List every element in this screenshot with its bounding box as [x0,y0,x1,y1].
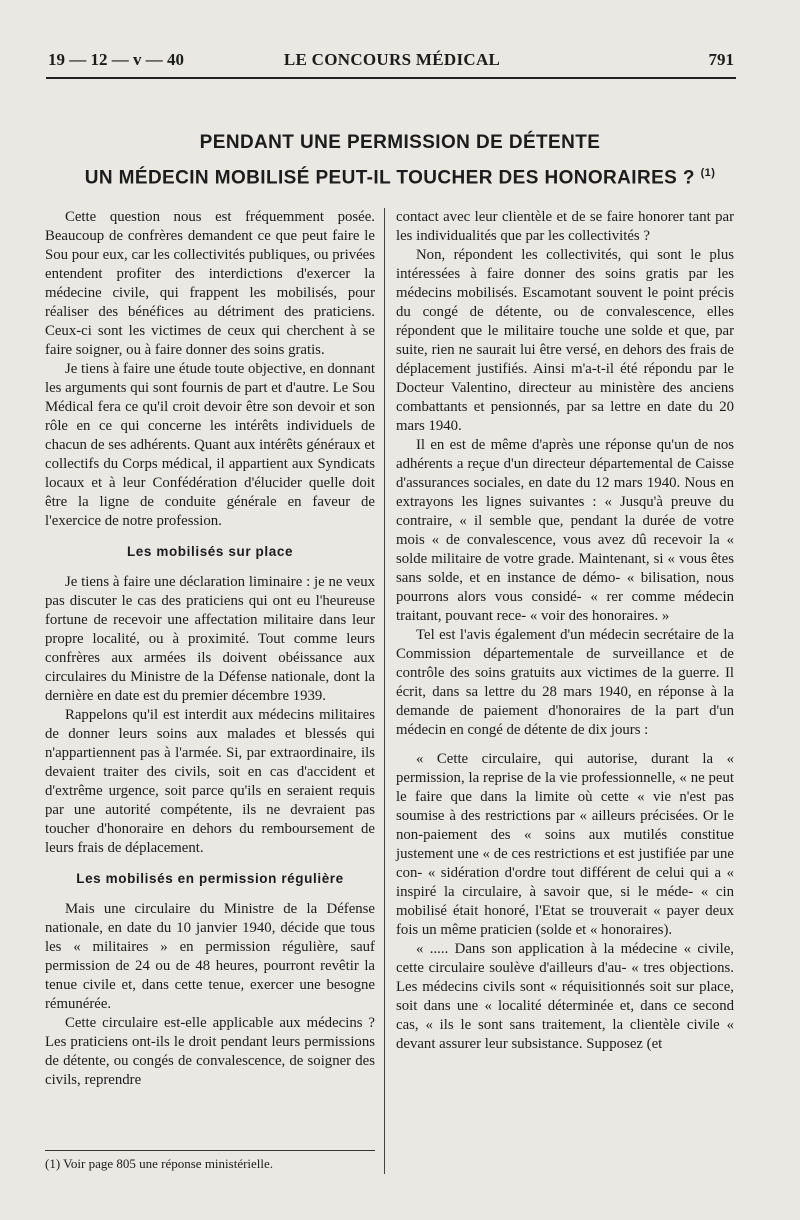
right-column [396,208,734,1054]
left-column [45,208,375,1090]
paragraph: Cette circulaire est-elle applicable aux médecins ? Les praticiens ont-ils le droit pendant leurs permissions de détente, ou congés de convalescence, de soigner des civils, reprendre [45,1015,375,1088]
paragraph: Non, répondent les collectivités, qui sont le plus intéressées à faire donner des soins gratis par les médecins mobilisés. Escamotant souvent le point précis du congé de détente, ou de convalescence, elles répondent que le militaire touche une solde et que, par suite, rien ne saurait lui être versé, en dehors des frais de déplacement justifiés. Ainsi m'a-t-il été répondu par le Docteur Valentino, directeur au ministère des anciens combattants et pensionnés, par sa lettre en date du 20 mars 1940. [396,247,734,434]
paragraph: Je tiens à faire une déclaration liminaire : je ne veux pas discuter le cas des praticiens qui ont eu l'heureuse fortune de recevoir une affectation militaire dans leur propre localité, ou à proximité. Tout comme leurs confrères aux armées ils doivent obéissance aux circulaires du Ministre de la Défense nationale, dont la dernière en date est du premier décembre 1939. [45,574,375,704]
paragraph: Il en est de même d'après une réponse qu'un de nos adhérents a reçue d'un directeur départemental de Caisse d'assurances sociales, en date du 12 mars 1940. Nous en extrayons les lignes suivantes : « Jusqu'à preuve du contraire, « il semble que, pendant la durée de votre mois « de convalescence, vous avez dû recevoir la « solde militaire de votre grade. Maintenant, si « vous êtes sans solde, et en instance de démo- « bilisation, nous pourrons alors vous considé- « rer comme médecin traitant, pouvant rece- « voir des honoraires. » [396,437,734,624]
title-note-ref: (1) [700,167,716,179]
title-line-2 [40,158,760,193]
article-title [40,128,760,193]
title-line-1: PENDANT UNE PERMISSION DE DÉTENTE [199,132,601,153]
paragraph: Rappelons qu'il est interdit aux médecins militaires de donner leurs soins aux malades et blessés qui n'appartiennent pas à l'armée. Si, par extraordinaire, ils devaient traiter des civils, soit en cas d'accident et d'extrême urgence, soit parce qu'ils en seraient requis par une autorité compétente, ils ne devraient pas toucher d'honoraire en dehors du remboursement de leurs frais de déplacement. [45,707,375,856]
section-heading: Les mobilisés en permission régulière [76,871,344,886]
running-header [48,46,736,76]
column-divider [384,208,385,1174]
header-rule [46,77,736,79]
paragraph: Cette question nous est fréquemment posée. Beaucoup de confrères demandent ce que peut faire le Sou pour eux, car les collectivités publiques, ou privées entendent profiter des interdictions d'exercer la médecine civile, qui frappent les mobilisés, pour réaliser des bénéfices au détriment des praticiens. Ceux-ci sont les victimes de ceux qui cherchent à se faire soigner, ou à faire donner des soins gratis. [45,209,375,358]
footnote-rule [45,1150,375,1151]
paragraph: Je tiens à faire une étude toute objective, en donnant les arguments qui sont fournis de part et d'autre. Le Sou Médical fera ce qu'il croit devoir être son devoir et son rôle en ce qui concerne les intérêts individuels de chacun de ses adhérents. Quant aux intérêts généraux et collectifs du Corps médical, il appartient aux Syndicats locaux et à leur Confédération d'élucider quelle doit être la ligne de conduite générale en faveur de l'exercice de notre profession. [45,361,375,529]
paragraph: Mais une circulaire du Ministre de la Défense nationale, en date du 10 janvier 1940, décide que tous les « militaires » en permission régulière, sauf permission de 24 ou de 48 heures, pourront revêtir la tenue civile et, dans cette tenue, exercer une besogne rémunérée. [45,901,375,1012]
journal-title: LE CONCOURS MÉDICAL [283,50,501,69]
paragraph: contact avec leur clientèle et de se faire honorer tant par les individualités que par les collectivités ? [396,209,734,244]
title-line-2-text: UN MÉDECIN MOBILISÉ PEUT-IL TOUCHER DES HONORAIRES ? [84,167,695,189]
paragraph: Tel est l'avis également d'un médecin secrétaire de la Commission départementale de surveillance et de contrôle des soins gratuits aux victimes de la guerre. Il écrit, dans sa lettre du 28 mars 1940, en réponse à la demande de paiement d'honoraires de la part d'un médecin en congé de détente de dix jours : [396,627,734,738]
quoted-paragraph: « ..... Dans son application à la médecine « civile, cette circulaire soulève d'ailleurs d'au- « tres objections. Les médecins civils sont « réquisitionnés soit sur place, soit dans une « localité déterminée et, dans ce second cas, « ils le sont sans traitement, la clientèle civile « devant assurer leur subsistance. Supposez (et [396,941,734,1052]
quoted-paragraph: « Cette circulaire, qui autorise, durant la « permission, la reprise de la vie professionnelle, « ne peut le faire que dans la limite où cette « vie n'est pas soumise à des restrictions par « ailleurs précisées. Or le non-paiement des « soins aux mutilés constitue justement une « de ces restrictions et est justifiée par une con- « sidération d'ordre tout différent de celui qui a « inspiré la circulaire, à savoir que, si le méde- « cin mobilisé était honoré, l'Etat se trouverait « payer deux fois un même praticien (solde et « honoraires). [396,751,734,938]
issue-date: 19 — 12 — v — 40 [48,50,184,69]
section-heading: Les mobilisés sur place [126,544,294,559]
page-number: 791 [708,50,734,69]
footnote: (1) Voir page 805 une réponse ministérielle. [45,1156,274,1171]
